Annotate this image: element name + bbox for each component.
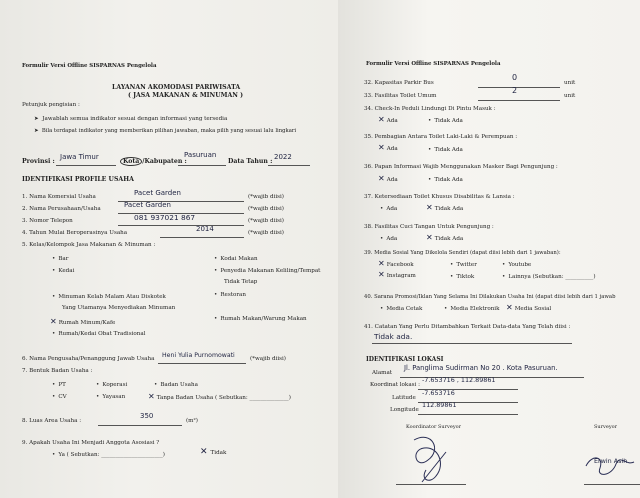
- q5-option-minuman-2: Yang Utamanya Menyediakan Minuman: [62, 305, 176, 311]
- q2-label: 2. Nama Perusahaan/Usaha: [22, 206, 101, 212]
- q40-option-sosial[interactable]: ✕ Media Sosial: [506, 303, 552, 312]
- latitude-label: Latitude: [392, 395, 416, 401]
- longitude-value[interactable]: 112.89861: [422, 401, 457, 409]
- q4-value[interactable]: 2014: [196, 225, 214, 233]
- heading-layanan: LAYANAN AKOMODASI PARIWISATA: [112, 84, 241, 91]
- q3-label: 3. Nomor Telepon: [22, 218, 73, 224]
- q5-option-rumah-minum[interactable]: ✕ Rumah Minum/Kafe: [50, 317, 116, 326]
- q41-label: 41. Catatan Yang Perlu Ditambahkan Terkait Data-data Yang Telah diisi :: [364, 324, 571, 330]
- kota-value[interactable]: Pasuruan: [184, 151, 217, 159]
- q39-option-twitter[interactable]: • Twitter: [450, 262, 477, 269]
- q34-option-ada[interactable]: ✕ Ada: [378, 115, 398, 124]
- q6-label: 6. Nama Pengusaha/Penanggung Jawab Usaha: [22, 356, 155, 362]
- q37-option-ada[interactable]: • Ada: [380, 206, 397, 213]
- q9-option-ya[interactable]: • Ya ( Sebutkan: ______________________): [52, 452, 165, 459]
- q5-option-kedai[interactable]: • Kedai: [52, 268, 74, 275]
- checkmark-icon: ✕: [148, 392, 155, 401]
- q7-label: 7. Bentuk Badan Usaha :: [22, 368, 93, 374]
- q38-label: 38. Fasilitas Cuci Tangan Untuk Pengunjung :: [364, 224, 494, 230]
- q3-wajib: (*wajib diisi): [248, 218, 284, 224]
- alamat-value[interactable]: Jl. Panglima Sudirman No 20 . Kota Pasuruan.: [404, 364, 558, 372]
- instruction-2: ➤ Bila terdapat indikator yang memberikan pilihan jawaban, maka pilih yang sesuai lalu lingkari: [34, 128, 297, 134]
- checkmark-icon: ✕: [378, 174, 385, 183]
- q7-option-badan-usaha[interactable]: • Badan Usaha: [154, 382, 198, 389]
- right-form-page: [338, 0, 640, 498]
- q7-option-koperasi[interactable]: • Koperasi: [96, 382, 127, 389]
- instructions-label: Petunjuk pengisian :: [22, 102, 80, 108]
- section-profil: IDENTIFIKASI PROFILE USAHA: [22, 176, 134, 183]
- koordinator-signature: [402, 430, 462, 490]
- koordinat-label: Koordinat lokasi :: [370, 382, 420, 388]
- kota-label: Kota /Kabupaten :: [120, 158, 187, 165]
- longitude-label: Longitude: [390, 407, 419, 413]
- q3-value[interactable]: 081 937021 867: [134, 213, 196, 222]
- checkmark-icon: ✕: [426, 203, 433, 212]
- q39-label: 39. Media Sosial Yang Dikelola Sendiri (dapat diisi lebih dari 1 jawaban):: [364, 250, 561, 256]
- q40-option-cetak[interactable]: • Media Cetak: [380, 306, 422, 313]
- heading-jasa: ( JASA MAKANAN & MINUMAN ): [128, 92, 243, 99]
- checkmark-icon: ✕: [378, 115, 385, 124]
- q9-label: 9. Apakah Usaha Ini Menjadi Anggota Asosiasi ?: [22, 440, 160, 446]
- q39-option-youtube[interactable]: • Youtube: [502, 262, 531, 269]
- q38-option-ada[interactable]: • Ada: [380, 236, 397, 243]
- q32-label: 32. Kapasitas Parkir Bus: [364, 80, 434, 86]
- section-lokasi: IDENTIFIKASI LOKASI: [366, 356, 444, 363]
- koordinat-value[interactable]: -7.653716 , 112.89861: [422, 376, 496, 384]
- checkmark-icon: ✕: [200, 447, 208, 457]
- q4-wajib: (*wajib diisi): [248, 230, 284, 236]
- q8-unit: (m²): [186, 418, 198, 424]
- q39-option-tiktok[interactable]: • Tiktok: [450, 274, 474, 281]
- checkmark-icon: ✕: [378, 143, 385, 152]
- q40-label: 40. Sarana Promosi/Iklan Yang Selama Ini Dilakukan Usaha Ini (dapat diisi lebih dari 1 jawab: [364, 294, 616, 300]
- q1-label: 1. Nama Komersial Usaha: [22, 194, 96, 200]
- checkmark-icon: ✕: [378, 270, 385, 279]
- q39-option-instagram[interactable]: ✕ Instagram: [378, 270, 416, 279]
- q37-option-tidak-ada[interactable]: ✕ Tidak Ada: [426, 203, 464, 212]
- koordinator-surveyor-label: Koordinator Surveyor: [406, 424, 462, 430]
- q1-value[interactable]: Pacet Garden: [134, 189, 181, 197]
- q39-option-lainnya[interactable]: • Lainnya (Sebutkan: __________): [502, 274, 596, 281]
- q6-wajib: (*wajib diisi): [250, 356, 286, 362]
- surveyor-name: Erwin Asih: [594, 457, 628, 465]
- q36-option-ada[interactable]: ✕ Ada: [378, 174, 398, 183]
- q33-value[interactable]: 2: [512, 86, 518, 95]
- q5-option-penyedia-2: Tidak Tetap: [224, 279, 258, 285]
- q36-label: 36. Papan Informasi Wajib Menggunakan Masker Bagi Pengunjung :: [364, 164, 558, 170]
- q1-wajib: (*wajib diisi): [248, 194, 284, 200]
- instruction-1: ➤ Jawablah semua indikator sesuai dengan informasi yang tersedia: [34, 116, 228, 122]
- q7-option-yayasan[interactable]: • Yayasan: [96, 394, 125, 401]
- q34-label: 34. Check-In Peduli Lindungi Di Pintu Masuk :: [364, 106, 496, 112]
- provinsi-value[interactable]: Jawa Timur: [60, 153, 99, 161]
- q2-wajib: (*wajib diisi): [248, 206, 284, 212]
- q5-option-penyedia[interactable]: • Penyedia Makanan Keliling/Tempat: [214, 268, 320, 275]
- q36-option-tidak-ada[interactable]: • Tidak Ada: [428, 177, 463, 184]
- provinsi-label: Provinsi :: [22, 158, 55, 165]
- q8-label: 8. Luas Area Usaha :: [22, 418, 82, 424]
- q41-value[interactable]: Tidak ada.: [374, 332, 413, 341]
- form-title: Formulir Versi Offline SISPARNAS Pengelola: [22, 63, 157, 69]
- q6-value[interactable]: Heni Yulia Purnomowati: [162, 352, 235, 359]
- q40-option-elektronik[interactable]: • Media Elektronik: [444, 306, 499, 313]
- q33-unit: unit: [564, 93, 576, 99]
- alamat-label: Alamat: [372, 370, 393, 376]
- q4-label: 4. Tahun Mulai Beroperasinya Usaha: [22, 230, 128, 236]
- q35-option-tidak-ada[interactable]: • Tidak Ada: [428, 147, 463, 154]
- q5-option-rumah-makan[interactable]: • Rumah Makan/Warung Makan: [214, 316, 307, 323]
- checkmark-icon: ✕: [426, 233, 433, 242]
- q33-label: 33. Fasilitas Toilet Umum: [364, 93, 437, 99]
- checkmark-icon: ✕: [506, 303, 513, 312]
- checkmark-icon: ✕: [378, 259, 385, 268]
- q37-label: 37. Ketersediaan Toilet Khusus Disabilitas & Lansia :: [364, 194, 515, 200]
- q32-value[interactable]: 0: [512, 73, 518, 82]
- q9-option-tidak[interactable]: ✕ Tidak: [200, 447, 227, 457]
- tahun-value[interactable]: 2022: [274, 153, 292, 161]
- q5-option-bar[interactable]: • Bar: [52, 256, 68, 263]
- q38-option-tidak-ada[interactable]: ✕ Tidak Ada: [426, 233, 464, 242]
- q5-option-minuman[interactable]: • Minuman Kelab Malam Atau Diskotek: [52, 294, 166, 301]
- q7-option-pt[interactable]: • PT: [52, 382, 66, 389]
- q34-option-tidak-ada[interactable]: • Tidak Ada: [428, 118, 463, 125]
- q5-label: 5. Kelas/Kelompok Jasa Makanan & Minuman :: [22, 242, 156, 248]
- checkmark-icon: ✕: [50, 317, 57, 326]
- q7-option-tanpa-badan[interactable]: ✕ Tanpa Badan Usaha ( Sebutkan: ______________): [148, 392, 291, 401]
- q32-unit: unit: [564, 80, 576, 86]
- q2-value[interactable]: Pacet Garden: [124, 201, 171, 209]
- q35-label: 35. Pembagian Antara Toilet Laki-Laki & Perempuan :: [364, 134, 518, 140]
- q5-option-restoran[interactable]: • Restoran: [214, 292, 246, 299]
- q5-option-kodai-makan[interactable]: • Kodai Makan: [214, 256, 258, 263]
- q39-option-facebook[interactable]: ✕ Facebook: [378, 259, 414, 268]
- latitude-value[interactable]: -7.653716: [422, 389, 455, 397]
- q7-option-cv[interactable]: • CV: [52, 394, 67, 401]
- surveyor-label: Surveyor: [594, 424, 618, 430]
- q5-option-rumah-obat[interactable]: • Rumah/Kedai Obat Tradisional: [52, 331, 145, 338]
- q8-value[interactable]: 350: [140, 412, 154, 420]
- tahun-label: Data Tahun :: [228, 158, 273, 165]
- form-title-right: Formulir Versi Offline SISPARNAS Pengelola: [366, 61, 501, 67]
- q35-option-ada[interactable]: ✕ Ada: [378, 143, 398, 152]
